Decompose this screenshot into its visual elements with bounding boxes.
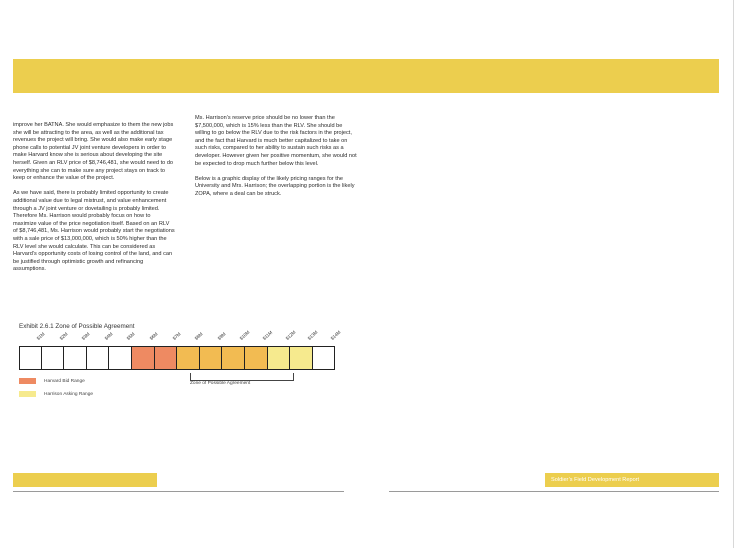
tick-label: $12M xyxy=(284,329,297,341)
price-cell-none xyxy=(42,346,65,370)
zopa-label: Zone of Possible Agreement xyxy=(190,381,251,386)
price-cell-none xyxy=(109,346,132,370)
price-cell-none xyxy=(87,346,110,370)
exhibit-title: Exhibit 2.6.1 Zone of Possible Agreement xyxy=(19,323,135,330)
tick-label: $1M xyxy=(35,331,46,341)
tick-label: $4M xyxy=(103,331,114,341)
price-cell-harrison xyxy=(268,346,291,370)
legend-label: Harrison Asking Range xyxy=(44,391,94,397)
price-cell-none xyxy=(313,346,336,370)
legend-label: Harvard Bid Range xyxy=(44,378,85,384)
tick-label: $11M xyxy=(261,329,274,341)
footer-rule-right xyxy=(389,491,719,492)
price-cell-none xyxy=(64,346,87,370)
tick-label: $6M xyxy=(148,331,159,341)
left-text-column xyxy=(13,122,175,281)
price-cell-zopa xyxy=(200,346,223,370)
price-cell-harvard xyxy=(155,346,178,370)
price-range-bar xyxy=(19,346,335,370)
paragraph: improve her BATNA. She would emphasize to them the new jobs she will be attracting to the area, as well as the additional tax revenues the project will bring. She would also make early stage phone calls to potential JV joint venture developers in order to make Harvard know she is serious about developing the site herself. Given an RLV price of $8,746,481, she would need to do everything she can to make sure any project stays on track to keep or enhance the value of the project. xyxy=(13,122,174,182)
tick-label: $9M xyxy=(216,331,227,341)
tick-label: $5M xyxy=(126,331,137,341)
right-text-column xyxy=(195,115,357,206)
footer-rule-left xyxy=(13,491,344,492)
paragraph: As we have said, there is probably limited opportunity to create additional value due to legal mistrust, and value enhancement through a JV joint venture or dovetailing is probably limited. Therefore Ms. Harrison would probably focus on how to maximize value of the price negotiation itself. Based on an RLV of $8,746,481, Ms. Harrison would probably start the negotiations with a sale price of $13,000,000, which is 50% higher than the RLV level she would calculate. This can be considered as Harvard’s opportunity costs of losing control of the land, and can be justified through optimistic growth and refinancing assumptions. xyxy=(13,190,175,273)
footer-band-left xyxy=(13,473,157,487)
tick-label: $2M xyxy=(58,331,69,341)
zopa-bracket xyxy=(190,373,294,381)
price-cell-zopa xyxy=(222,346,245,370)
header-band xyxy=(13,59,719,93)
tick-label: $13M xyxy=(306,329,319,341)
tick-label: $3M xyxy=(80,331,91,341)
footer-report-title: Soldier’s Field Development Report xyxy=(551,476,640,483)
tick-label: $14M xyxy=(329,329,342,341)
legend-swatch-harvard xyxy=(19,378,36,384)
paragraph: Ms. Harrison’s reserve price should be no lower than the $7,500,000, which is 15% less than the RLV. She should be willing to go below the RLV due to the risk factors in the project, and the fact that Harvard is much better capitalized to take on such risks, compared to her ability to sustain such risks as a developer. However given her positive momentum, she would not be expected to drop much further below this level. xyxy=(195,115,357,167)
tick-label: $8M xyxy=(193,331,204,341)
legend-swatch-harrison xyxy=(19,391,36,397)
price-cell-harvard xyxy=(132,346,155,370)
tick-label: $7M xyxy=(171,331,182,341)
paragraph: Below is a graphic display of the likely pricing ranges for the University and Mrs. Harrison; the overlapping portion is the likely ZOPA, where a deal can be struck. xyxy=(195,175,355,197)
price-cell-harrison xyxy=(290,346,313,370)
price-cell-none xyxy=(19,346,42,370)
tick-label: $10M xyxy=(239,329,251,341)
price-cell-zopa xyxy=(177,346,200,370)
price-cell-zopa xyxy=(245,346,268,370)
